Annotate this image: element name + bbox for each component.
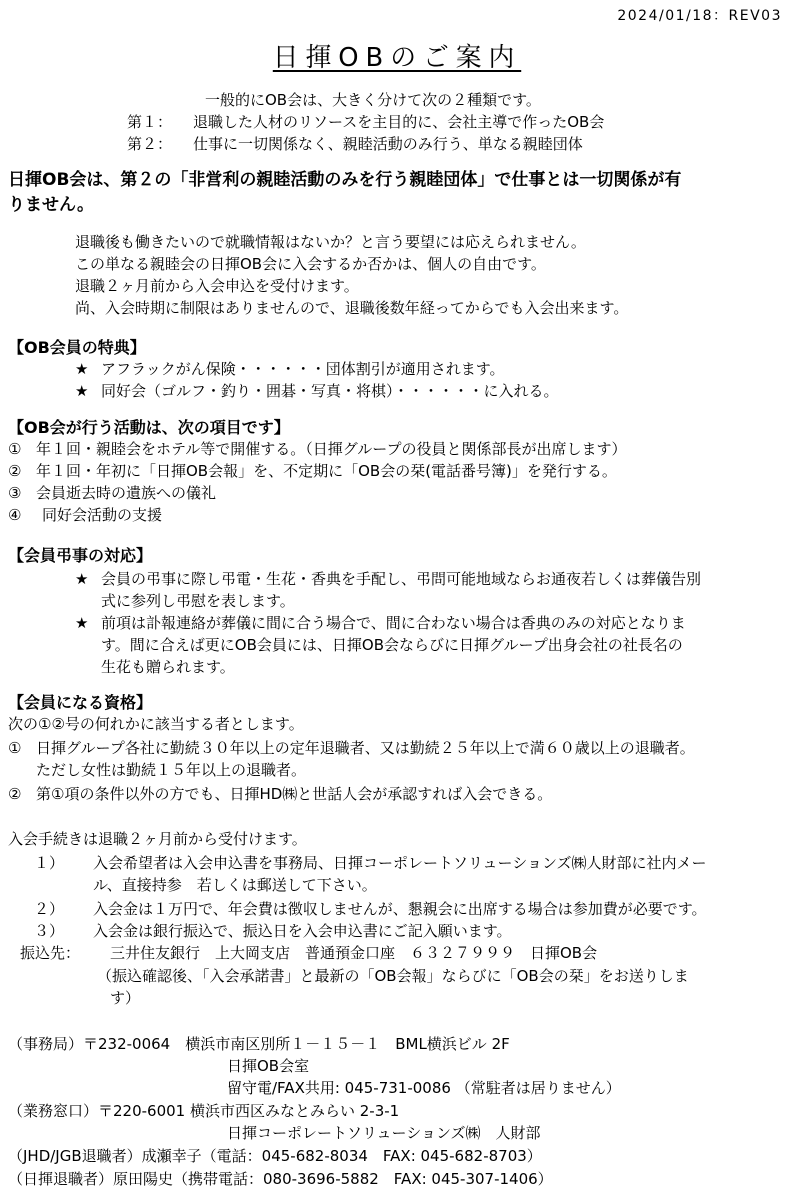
step-text: ル、直接持参 若しくは郵送して下さい。 <box>93 876 377 894</box>
step-text: 入会金は１万円で、年会費は徴収しませんが、懇親会に出席する場合は参加費が必要です。 <box>93 900 707 918</box>
benefit-text: 同好会（ゴルフ・釣り・囲碁・写真・将棋）・・・・・・に入れる。 <box>101 382 559 400</box>
condolence-text: 前項は訃報連絡が葬儀に間に合う場合で、間に合わない場合は香典のみの対応となりま <box>101 614 686 632</box>
activity-text: 年１回・年初に「日揮OB会報」を、不定期に「OB会の栞(電話番号簿)」を発行する。 <box>36 462 617 480</box>
qualification-item <box>8 738 695 759</box>
transfer-account: 三井住友銀行 上大岡支店 普通預金口座 ６３２７９９９ 日揮OB会 <box>110 944 598 962</box>
desk-department: 日揮コーポレートソリューションズ㈱ 人財部 <box>227 1124 541 1142</box>
intro-line: 一般的にOB会は、大きく分けて次の２種類です。 <box>205 91 541 109</box>
item-number: ① <box>8 739 22 757</box>
type2-label: 第２： <box>127 135 173 153</box>
page-title-text: 日揮OBのご案内 <box>272 43 522 73</box>
star-icon: ★ <box>75 360 89 378</box>
procedure-intro: 入会手続きは退職２ヶ月前から受付けます。 <box>8 830 307 848</box>
qualification-item <box>8 784 552 805</box>
activity-item <box>8 483 216 504</box>
qualification-text: 第①項の条件以外の方でも、日揮HD㈱と世話人会が承認すれば入会できる。 <box>36 785 553 803</box>
step-number: ２） <box>34 900 65 918</box>
benefit-text: アフラックがん保険・・・・・・団体割引が適用されます。 <box>101 360 505 378</box>
activity-text: 会員逝去時の遺族への儀礼 <box>36 484 217 502</box>
jhd-contact: （JHD/JGB退職者）成瀬幸子（電話：045-682-8034 FAX: 045-682-8703） <box>8 1147 542 1165</box>
condolence-text: 会員の弔事に際し弔電・生花・香典を手配し、弔問可能地域ならお通夜若しくは葬儀告別 <box>101 570 702 588</box>
item-number: ① <box>8 440 22 458</box>
procedure-step <box>34 921 512 942</box>
note-line: この単なる親睦会の日揮OB会に入会するか否かは、個人の自由です。 <box>75 255 546 273</box>
activity-item <box>8 505 162 526</box>
condolence-heading: 【会員弔事の対応】 <box>8 546 153 565</box>
condolence-item <box>75 569 701 590</box>
transfer-note: す） <box>110 989 141 1007</box>
condolence-text: 式に参列し弔慰を表します。 <box>101 592 295 610</box>
activity-item <box>8 461 617 482</box>
step-text: 入会希望者は入会申込書を事務局、日揮コーポレートソリューションズ㈱人財部に社内メー <box>93 854 707 872</box>
step-number: ３） <box>34 922 65 940</box>
activity-text: 同好会活動の支援 <box>42 506 163 524</box>
office-address: （事務局）〒232-0064 横浜市南区別所１－１５－１ BML横浜ビル 2F <box>8 1035 510 1053</box>
qualification-text: 日揮グループ各社に勤続３０年以上の定年退職者、又は勤続２５年以上で満６０歳以上の退職者。 <box>36 739 695 757</box>
transfer-label: 振込先： <box>20 944 81 962</box>
star-icon: ★ <box>75 570 89 588</box>
item-number: ② <box>8 462 22 480</box>
type2-text: 仕事に一切関係なく、親睦活動のみ行う、単なる親睦団体 <box>193 135 583 153</box>
star-icon: ★ <box>75 614 89 632</box>
condolence-text: 生花も贈られます。 <box>101 658 235 676</box>
type1-text: 退職した人材のリソースを主目的に、会社主導で作ったOB会 <box>193 113 605 131</box>
note-line: 尚、入会時期に制限はありませんので、退職後数年経ってからでも入会出来ます。 <box>75 299 629 317</box>
star-icon: ★ <box>75 382 89 400</box>
qualification-heading: 【会員になる資格】 <box>8 693 153 712</box>
note-line: 退職２ヶ月前から入会申込を受付けます。 <box>75 277 359 295</box>
benefit-item <box>75 359 505 380</box>
item-number: ② <box>8 785 22 803</box>
activity-text: 年１回・親睦会をホテル等で開催する。（日揮グループの役員と関係部長が出席します） <box>36 440 627 458</box>
statement-line1: 日揮OB会は、第２の「非営利の親睦活動のみを行う親睦団体」で仕事とは一切関係が有 <box>8 170 682 190</box>
step-text: 入会金は銀行振込で、振込日を入会申込書にご記入願います。 <box>93 922 512 940</box>
activities-heading: 【OB会が行う活動は、次の項目です】 <box>8 418 290 437</box>
qualification-intro: 次の①②号の何れかに該当する者とします。 <box>8 715 304 733</box>
jgc-contact: （日揮退職者）原田陽史（携帯電話：080-3696-5882 FAX: 045-307-1406） <box>8 1170 553 1188</box>
procedure-step <box>34 853 707 874</box>
qualification-text: ただし女性は勤続１５年以上の退職者。 <box>36 761 307 779</box>
type1-label: 第１： <box>127 113 173 131</box>
activity-item <box>8 439 627 460</box>
condolence-text: す。間に合えば更にOB会員には、日揮OB会ならびに日揮グループ出身会社の社長名の <box>101 636 683 654</box>
benefit-item <box>75 381 559 402</box>
benefits-heading: 【OB会員の特典】 <box>8 338 146 357</box>
step-number: １） <box>34 854 65 872</box>
statement-line2: りません。 <box>8 195 95 215</box>
page-title <box>0 42 794 74</box>
condolence-item <box>75 613 686 634</box>
revision-date: 2024/01/18：REV03 <box>617 8 782 24</box>
transfer-note: （振込確認後、「入会承諾書」と最新の「OB会報」ならびに「OB会の栞」をお送りしま <box>97 967 689 985</box>
item-number: ③ <box>8 484 22 502</box>
procedure-step <box>34 899 707 920</box>
office-phone: 留守電/FAX共用: 045-731-0086 （常駐者は居りません） <box>227 1079 621 1097</box>
item-number: ④ <box>8 506 22 524</box>
note-line: 退職後も働きたいので就職情報はないか？と言う要望には応えられません。 <box>75 233 586 251</box>
desk-address: （業務窓口）〒220-6001 横浜市西区みなとみらい 2-3-1 <box>8 1102 400 1120</box>
office-name: 日揮OB会室 <box>227 1057 310 1075</box>
